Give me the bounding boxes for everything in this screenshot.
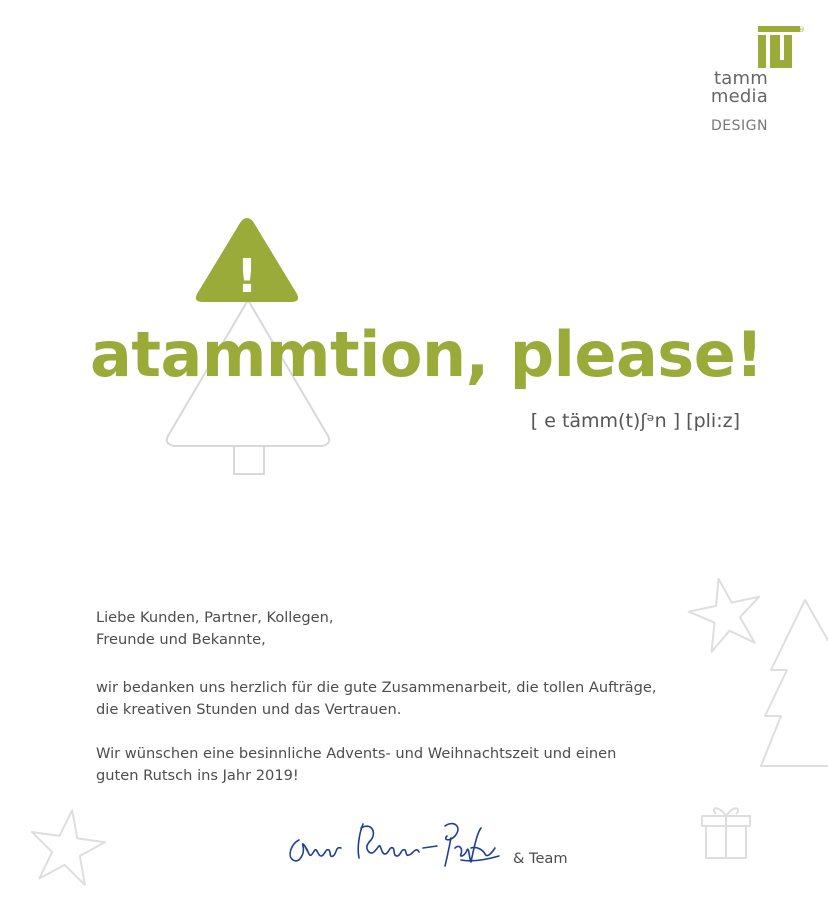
paragraph-line: Wir wünschen eine besinnliche Advents- und Weihnachtszeit und einen: [96, 745, 617, 762]
closing-team: & Team: [513, 850, 568, 867]
star-icon: [26, 806, 108, 888]
paragraph-line: die kreativen Stunden und das Vertrauen.: [96, 701, 402, 718]
registered-mark: ®: [798, 26, 805, 34]
headline-title: atammtion, please!: [90, 318, 764, 391]
handwritten-signature: [285, 818, 510, 868]
company-logo: [700, 26, 810, 136]
salutation-line: Liebe Kunden, Partner, Kollegen,: [96, 609, 334, 626]
salutation-line: Freunde und Bekannte,: [96, 631, 266, 648]
warning-triangle-icon: [192, 214, 302, 306]
logo-text-design: DESIGN: [711, 118, 768, 134]
logo-text-tamm: tamm: [714, 68, 768, 89]
warning-exclamation: !: [236, 249, 258, 303]
logo-text-media: media: [710, 86, 768, 107]
logo-mark-icon: [758, 26, 800, 68]
paragraph-line: guten Rutsch ins Jahr 2019!: [96, 767, 299, 784]
paragraph-line: wir bedanken uns herzlich für die gute Zusammenarbeit, die tollen Aufträge,: [96, 679, 657, 696]
christmas-tree-icon: [745, 598, 828, 783]
phonetic-transcription: [ e tämm(t)ʃᵊn ] [pli:z]: [530, 410, 740, 432]
gift-icon: [700, 800, 752, 860]
